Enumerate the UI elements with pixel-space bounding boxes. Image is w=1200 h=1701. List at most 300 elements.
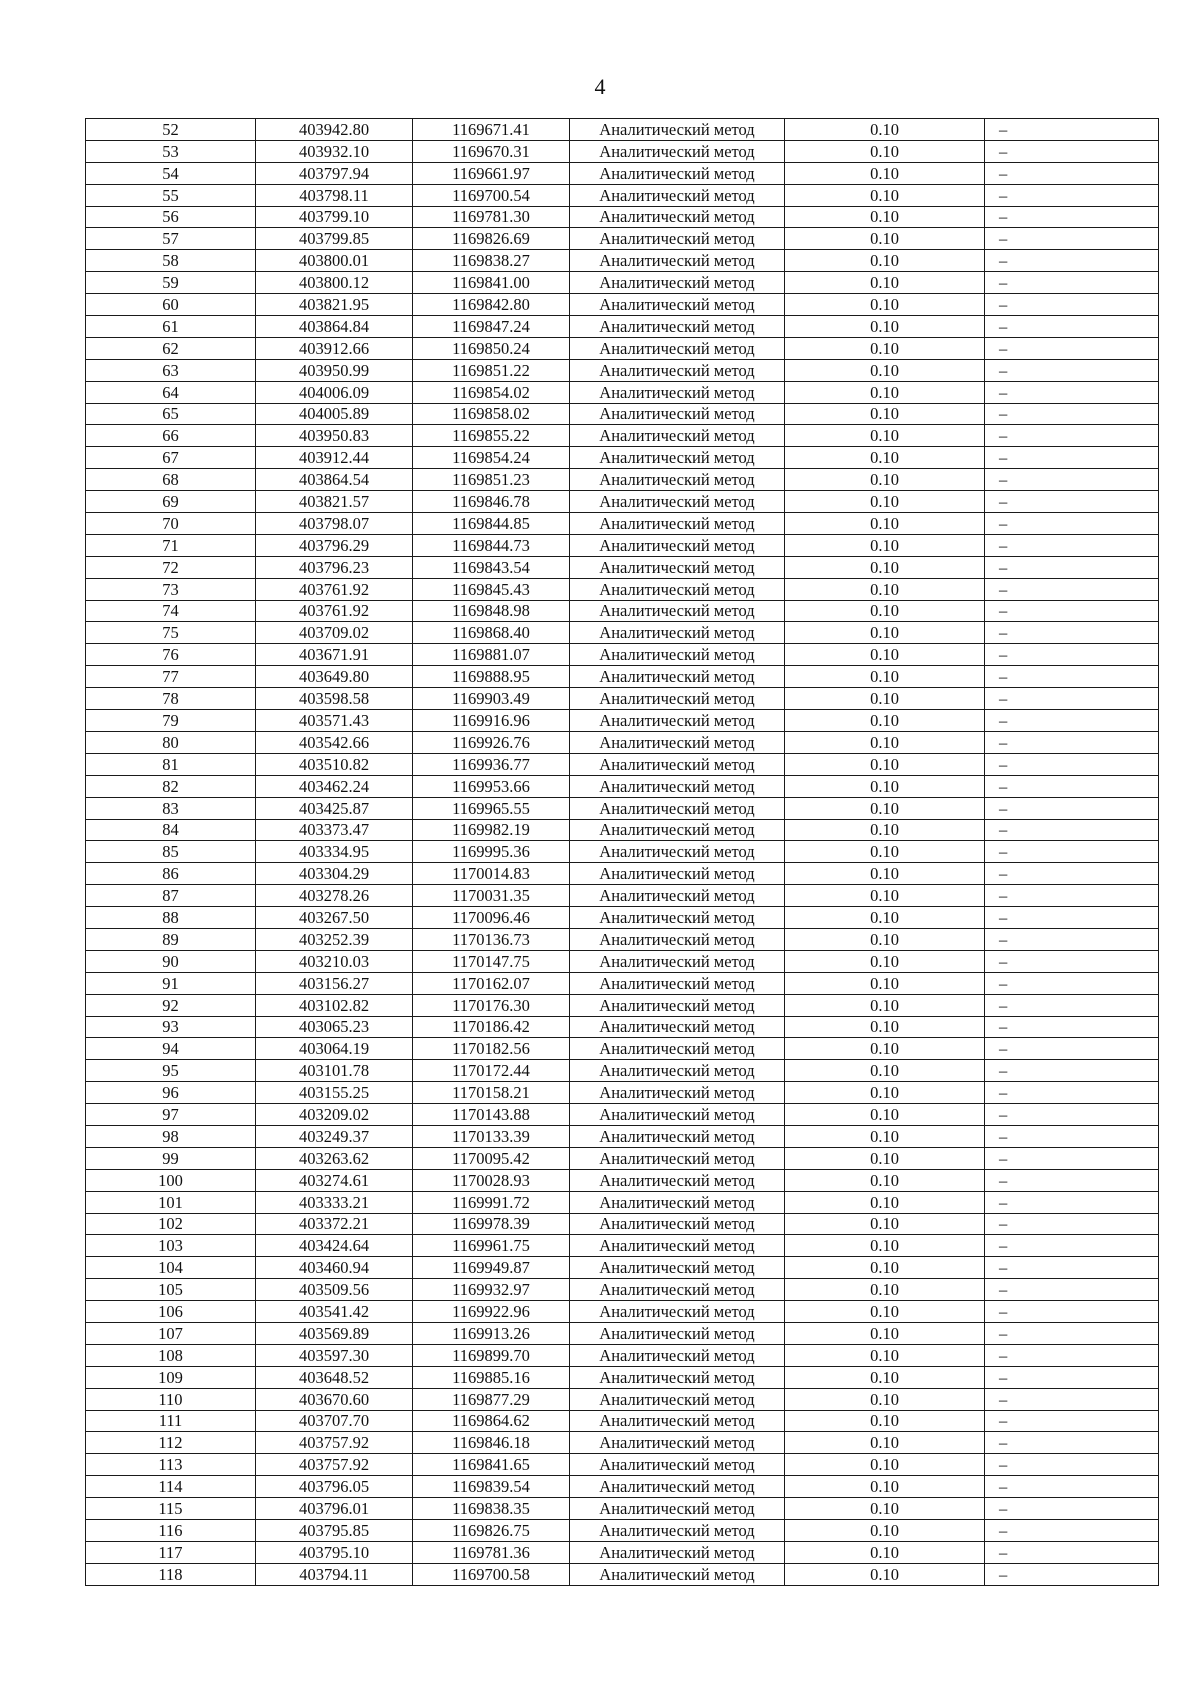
method-cell: Аналитический метод (570, 600, 785, 622)
y-coordinate-cell: 1169844.85 (413, 513, 570, 535)
point-number-cell: 67 (86, 447, 256, 469)
point-number-cell: 75 (86, 622, 256, 644)
x-coordinate-cell: 403864.84 (256, 316, 413, 338)
note-cell: – (985, 731, 1159, 753)
accuracy-cell: 0.10 (785, 863, 985, 885)
x-coordinate-cell: 403798.11 (256, 184, 413, 206)
accuracy-cell: 0.10 (785, 1454, 985, 1476)
table-row (86, 228, 1159, 250)
point-number-cell: 101 (86, 1191, 256, 1213)
y-coordinate-cell: 1169842.80 (413, 294, 570, 316)
point-number-cell: 71 (86, 534, 256, 556)
y-coordinate-cell: 1169851.22 (413, 359, 570, 381)
y-coordinate-cell: 1169841.65 (413, 1454, 570, 1476)
accuracy-cell: 0.10 (785, 1060, 985, 1082)
table-row (86, 403, 1159, 425)
table-row (86, 162, 1159, 184)
method-cell: Аналитический метод (570, 928, 785, 950)
table-row (86, 469, 1159, 491)
x-coordinate-cell: 403800.01 (256, 250, 413, 272)
accuracy-cell: 0.10 (785, 1125, 985, 1147)
note-cell: – (985, 1541, 1159, 1563)
table-row (86, 1147, 1159, 1169)
point-number-cell: 69 (86, 491, 256, 513)
table-row (86, 600, 1159, 622)
method-cell: Аналитический метод (570, 710, 785, 732)
method-cell: Аналитический метод (570, 972, 785, 994)
accuracy-cell: 0.10 (785, 359, 985, 381)
point-number-cell: 116 (86, 1520, 256, 1542)
x-coordinate-cell: 403757.92 (256, 1432, 413, 1454)
table-row (86, 710, 1159, 732)
point-number-cell: 93 (86, 1016, 256, 1038)
method-cell: Аналитический метод (570, 666, 785, 688)
table-row (86, 928, 1159, 950)
x-coordinate-cell: 403670.60 (256, 1388, 413, 1410)
x-coordinate-cell: 403209.02 (256, 1104, 413, 1126)
method-cell: Аналитический метод (570, 1322, 785, 1344)
y-coordinate-cell: 1169841.00 (413, 272, 570, 294)
accuracy-cell: 0.10 (785, 1541, 985, 1563)
method-cell: Аналитический метод (570, 1563, 785, 1585)
table-row (86, 1454, 1159, 1476)
accuracy-cell: 0.10 (785, 337, 985, 359)
point-number-cell: 89 (86, 928, 256, 950)
note-cell: – (985, 666, 1159, 688)
method-cell: Аналитический метод (570, 403, 785, 425)
note-cell: – (985, 1104, 1159, 1126)
note-cell: – (985, 622, 1159, 644)
point-number-cell: 95 (86, 1060, 256, 1082)
point-number-cell: 117 (86, 1541, 256, 1563)
note-cell: – (985, 184, 1159, 206)
x-coordinate-cell: 403304.29 (256, 863, 413, 885)
accuracy-cell: 0.10 (785, 1344, 985, 1366)
x-coordinate-cell: 403950.83 (256, 425, 413, 447)
point-number-cell: 68 (86, 469, 256, 491)
accuracy-cell: 0.10 (785, 753, 985, 775)
y-coordinate-cell: 1169965.55 (413, 797, 570, 819)
x-coordinate-cell: 403597.30 (256, 1344, 413, 1366)
table-row (86, 184, 1159, 206)
y-coordinate-cell: 1169978.39 (413, 1213, 570, 1235)
point-number-cell: 94 (86, 1038, 256, 1060)
y-coordinate-cell: 1169846.78 (413, 491, 570, 513)
note-cell: – (985, 578, 1159, 600)
accuracy-cell: 0.10 (785, 228, 985, 250)
y-coordinate-cell: 1169868.40 (413, 622, 570, 644)
point-number-cell: 105 (86, 1279, 256, 1301)
y-coordinate-cell: 1170186.42 (413, 1016, 570, 1038)
table-row (86, 841, 1159, 863)
point-number-cell: 73 (86, 578, 256, 600)
note-cell: – (985, 775, 1159, 797)
y-coordinate-cell: 1169847.24 (413, 316, 570, 338)
note-cell: – (985, 710, 1159, 732)
method-cell: Аналитический метод (570, 1344, 785, 1366)
note-cell: – (985, 885, 1159, 907)
accuracy-cell: 0.10 (785, 578, 985, 600)
table-row (86, 1541, 1159, 1563)
point-number-cell: 86 (86, 863, 256, 885)
note-cell: – (985, 1147, 1159, 1169)
x-coordinate-cell: 403707.70 (256, 1410, 413, 1432)
note-cell: – (985, 534, 1159, 556)
table-row (86, 1060, 1159, 1082)
method-cell: Аналитический метод (570, 1498, 785, 1520)
y-coordinate-cell: 1170014.83 (413, 863, 570, 885)
method-cell: Аналитический метод (570, 1104, 785, 1126)
method-cell: Аналитический метод (570, 644, 785, 666)
table-row (86, 688, 1159, 710)
x-coordinate-cell: 403797.94 (256, 162, 413, 184)
accuracy-cell: 0.10 (785, 556, 985, 578)
method-cell: Аналитический метод (570, 162, 785, 184)
point-number-cell: 85 (86, 841, 256, 863)
point-number-cell: 80 (86, 731, 256, 753)
y-coordinate-cell: 1169953.66 (413, 775, 570, 797)
coordinates-table-body (86, 119, 1159, 1586)
accuracy-cell: 0.10 (785, 491, 985, 513)
point-number-cell: 111 (86, 1410, 256, 1432)
accuracy-cell: 0.10 (785, 1520, 985, 1542)
method-cell: Аналитический метод (570, 994, 785, 1016)
method-cell: Аналитический метод (570, 381, 785, 403)
y-coordinate-cell: 1169851.23 (413, 469, 570, 491)
accuracy-cell: 0.10 (785, 250, 985, 272)
table-row (86, 140, 1159, 162)
note-cell: – (985, 1388, 1159, 1410)
table-row (86, 885, 1159, 907)
table-row (86, 250, 1159, 272)
x-coordinate-cell: 403249.37 (256, 1125, 413, 1147)
note-cell: – (985, 644, 1159, 666)
accuracy-cell: 0.10 (785, 1301, 985, 1323)
accuracy-cell: 0.10 (785, 644, 985, 666)
point-number-cell: 66 (86, 425, 256, 447)
point-number-cell: 61 (86, 316, 256, 338)
note-cell: – (985, 1235, 1159, 1257)
method-cell: Аналитический метод (570, 1169, 785, 1191)
y-coordinate-cell: 1169700.58 (413, 1563, 570, 1585)
method-cell: Аналитический метод (570, 1257, 785, 1279)
method-cell: Аналитический метод (570, 1279, 785, 1301)
method-cell: Аналитический метод (570, 294, 785, 316)
y-coordinate-cell: 1169858.02 (413, 403, 570, 425)
accuracy-cell: 0.10 (785, 950, 985, 972)
method-cell: Аналитический метод (570, 907, 785, 929)
note-cell: – (985, 1257, 1159, 1279)
point-number-cell: 106 (86, 1301, 256, 1323)
table-row (86, 316, 1159, 338)
accuracy-cell: 0.10 (785, 775, 985, 797)
y-coordinate-cell: 1169991.72 (413, 1191, 570, 1213)
y-coordinate-cell: 1169922.96 (413, 1301, 570, 1323)
note-cell: – (985, 140, 1159, 162)
accuracy-cell: 0.10 (785, 1016, 985, 1038)
accuracy-cell: 0.10 (785, 272, 985, 294)
method-cell: Аналитический метод (570, 1476, 785, 1498)
table-row (86, 1104, 1159, 1126)
x-coordinate-cell: 403509.56 (256, 1279, 413, 1301)
point-number-cell: 56 (86, 206, 256, 228)
point-number-cell: 98 (86, 1125, 256, 1147)
method-cell: Аналитический метод (570, 1147, 785, 1169)
y-coordinate-cell: 1169839.54 (413, 1476, 570, 1498)
x-coordinate-cell: 403278.26 (256, 885, 413, 907)
table-row (86, 907, 1159, 929)
table-row (86, 1235, 1159, 1257)
note-cell: – (985, 228, 1159, 250)
method-cell: Аналитический метод (570, 1410, 785, 1432)
y-coordinate-cell: 1169781.30 (413, 206, 570, 228)
point-number-cell: 112 (86, 1432, 256, 1454)
method-cell: Аналитический метод (570, 250, 785, 272)
point-number-cell: 103 (86, 1235, 256, 1257)
method-cell: Аналитический метод (570, 425, 785, 447)
x-coordinate-cell: 403334.95 (256, 841, 413, 863)
y-coordinate-cell: 1169877.29 (413, 1388, 570, 1410)
point-number-cell: 77 (86, 666, 256, 688)
y-coordinate-cell: 1169926.76 (413, 731, 570, 753)
note-cell: – (985, 1476, 1159, 1498)
note-cell: – (985, 600, 1159, 622)
method-cell: Аналитический метод (570, 731, 785, 753)
x-coordinate-cell: 403796.23 (256, 556, 413, 578)
x-coordinate-cell: 403569.89 (256, 1322, 413, 1344)
y-coordinate-cell: 1169885.16 (413, 1366, 570, 1388)
accuracy-cell: 0.10 (785, 1257, 985, 1279)
note-cell: – (985, 1410, 1159, 1432)
note-cell: – (985, 403, 1159, 425)
y-coordinate-cell: 1170133.39 (413, 1125, 570, 1147)
table-row (86, 513, 1159, 535)
y-coordinate-cell: 1169671.41 (413, 119, 570, 141)
point-number-cell: 90 (86, 950, 256, 972)
note-cell: – (985, 469, 1159, 491)
method-cell: Аналитический метод (570, 337, 785, 359)
point-number-cell: 88 (86, 907, 256, 929)
note-cell: – (985, 119, 1159, 141)
x-coordinate-cell: 403671.91 (256, 644, 413, 666)
note-cell: – (985, 1454, 1159, 1476)
accuracy-cell: 0.10 (785, 1366, 985, 1388)
table-row (86, 1498, 1159, 1520)
note-cell: – (985, 337, 1159, 359)
point-number-cell: 65 (86, 403, 256, 425)
note-cell: – (985, 556, 1159, 578)
note-cell: – (985, 797, 1159, 819)
point-number-cell: 79 (86, 710, 256, 732)
accuracy-cell: 0.10 (785, 600, 985, 622)
y-coordinate-cell: 1169881.07 (413, 644, 570, 666)
x-coordinate-cell: 403101.78 (256, 1060, 413, 1082)
method-cell: Аналитический метод (570, 950, 785, 972)
table-row (86, 556, 1159, 578)
method-cell: Аналитический метод (570, 1366, 785, 1388)
accuracy-cell: 0.10 (785, 622, 985, 644)
x-coordinate-cell: 403796.05 (256, 1476, 413, 1498)
accuracy-cell: 0.10 (785, 1191, 985, 1213)
x-coordinate-cell: 403648.52 (256, 1366, 413, 1388)
note-cell: – (985, 1016, 1159, 1038)
accuracy-cell: 0.10 (785, 972, 985, 994)
note-cell: – (985, 425, 1159, 447)
x-coordinate-cell: 403155.25 (256, 1082, 413, 1104)
accuracy-cell: 0.10 (785, 1169, 985, 1191)
x-coordinate-cell: 403821.95 (256, 294, 413, 316)
table-row (86, 1257, 1159, 1279)
y-coordinate-cell: 1169855.22 (413, 425, 570, 447)
x-coordinate-cell: 403757.92 (256, 1454, 413, 1476)
x-coordinate-cell: 403510.82 (256, 753, 413, 775)
x-coordinate-cell: 403799.10 (256, 206, 413, 228)
y-coordinate-cell: 1169916.96 (413, 710, 570, 732)
y-coordinate-cell: 1169936.77 (413, 753, 570, 775)
accuracy-cell: 0.10 (785, 381, 985, 403)
method-cell: Аналитический метод (570, 797, 785, 819)
method-cell: Аналитический метод (570, 1125, 785, 1147)
table-row (86, 425, 1159, 447)
note-cell: – (985, 1498, 1159, 1520)
y-coordinate-cell: 1169995.36 (413, 841, 570, 863)
table-row (86, 578, 1159, 600)
y-coordinate-cell: 1169846.18 (413, 1432, 570, 1454)
point-number-cell: 78 (86, 688, 256, 710)
x-coordinate-cell: 403065.23 (256, 1016, 413, 1038)
accuracy-cell: 0.10 (785, 1104, 985, 1126)
table-row (86, 119, 1159, 141)
y-coordinate-cell: 1170031.35 (413, 885, 570, 907)
accuracy-cell: 0.10 (785, 184, 985, 206)
point-number-cell: 57 (86, 228, 256, 250)
note-cell: – (985, 272, 1159, 294)
table-row (86, 1388, 1159, 1410)
method-cell: Аналитический метод (570, 622, 785, 644)
table-row (86, 1169, 1159, 1191)
note-cell: – (985, 1322, 1159, 1344)
x-coordinate-cell: 403373.47 (256, 819, 413, 841)
point-number-cell: 108 (86, 1344, 256, 1366)
y-coordinate-cell: 1169670.31 (413, 140, 570, 162)
table-row (86, 863, 1159, 885)
point-number-cell: 54 (86, 162, 256, 184)
method-cell: Аналитический метод (570, 885, 785, 907)
table-row (86, 753, 1159, 775)
point-number-cell: 102 (86, 1213, 256, 1235)
accuracy-cell: 0.10 (785, 425, 985, 447)
table-row (86, 1476, 1159, 1498)
method-cell: Аналитический метод (570, 491, 785, 513)
table-row (86, 447, 1159, 469)
accuracy-cell: 0.10 (785, 534, 985, 556)
y-coordinate-cell: 1169854.02 (413, 381, 570, 403)
x-coordinate-cell: 403795.85 (256, 1520, 413, 1542)
point-number-cell: 92 (86, 994, 256, 1016)
table-row (86, 1038, 1159, 1060)
accuracy-cell: 0.10 (785, 1147, 985, 1169)
x-coordinate-cell: 403462.24 (256, 775, 413, 797)
point-number-cell: 52 (86, 119, 256, 141)
y-coordinate-cell: 1170095.42 (413, 1147, 570, 1169)
x-coordinate-cell: 403274.61 (256, 1169, 413, 1191)
y-coordinate-cell: 1169838.27 (413, 250, 570, 272)
accuracy-cell: 0.10 (785, 666, 985, 688)
table-row (86, 1344, 1159, 1366)
x-coordinate-cell: 403210.03 (256, 950, 413, 972)
point-number-cell: 74 (86, 600, 256, 622)
y-coordinate-cell: 1169826.69 (413, 228, 570, 250)
table-row (86, 972, 1159, 994)
note-cell: – (985, 1563, 1159, 1585)
method-cell: Аналитический метод (570, 1235, 785, 1257)
method-cell: Аналитический метод (570, 1038, 785, 1060)
accuracy-cell: 0.10 (785, 140, 985, 162)
note-cell: – (985, 1301, 1159, 1323)
y-coordinate-cell: 1170147.75 (413, 950, 570, 972)
method-cell: Аналитический метод (570, 184, 785, 206)
accuracy-cell: 0.10 (785, 403, 985, 425)
page-number: 4 (594, 74, 606, 99)
point-number-cell: 91 (86, 972, 256, 994)
y-coordinate-cell: 1169838.35 (413, 1498, 570, 1520)
accuracy-cell: 0.10 (785, 1279, 985, 1301)
accuracy-cell: 0.10 (785, 1038, 985, 1060)
method-cell: Аналитический метод (570, 534, 785, 556)
point-number-cell: 55 (86, 184, 256, 206)
method-cell: Аналитический метод (570, 863, 785, 885)
y-coordinate-cell: 1169864.62 (413, 1410, 570, 1432)
note-cell: – (985, 819, 1159, 841)
note-cell: – (985, 1082, 1159, 1104)
table-row (86, 1016, 1159, 1038)
accuracy-cell: 0.10 (785, 1213, 985, 1235)
method-cell: Аналитический метод (570, 819, 785, 841)
x-coordinate-cell: 403799.85 (256, 228, 413, 250)
table-row (86, 622, 1159, 644)
table-row (86, 359, 1159, 381)
method-cell: Аналитический метод (570, 578, 785, 600)
table-row (86, 666, 1159, 688)
note-cell: – (985, 688, 1159, 710)
note-cell: – (985, 294, 1159, 316)
method-cell: Аналитический метод (570, 1060, 785, 1082)
x-coordinate-cell: 403709.02 (256, 622, 413, 644)
point-number-cell: 63 (86, 359, 256, 381)
method-cell: Аналитический метод (570, 841, 785, 863)
accuracy-cell: 0.10 (785, 841, 985, 863)
note-cell: – (985, 950, 1159, 972)
y-coordinate-cell: 1169982.19 (413, 819, 570, 841)
note-cell: – (985, 1279, 1159, 1301)
method-cell: Аналитический метод (570, 1016, 785, 1038)
note-cell: – (985, 928, 1159, 950)
table-row (86, 272, 1159, 294)
point-number-cell: 115 (86, 1498, 256, 1520)
note-cell: – (985, 316, 1159, 338)
accuracy-cell: 0.10 (785, 1322, 985, 1344)
method-cell: Аналитический метод (570, 228, 785, 250)
accuracy-cell: 0.10 (785, 907, 985, 929)
accuracy-cell: 0.10 (785, 1432, 985, 1454)
note-cell: – (985, 972, 1159, 994)
x-coordinate-cell: 403821.57 (256, 491, 413, 513)
note-cell: – (985, 907, 1159, 929)
table-row (86, 1520, 1159, 1542)
x-coordinate-cell: 403796.01 (256, 1498, 413, 1520)
method-cell: Аналитический метод (570, 1082, 785, 1104)
accuracy-cell: 0.10 (785, 797, 985, 819)
